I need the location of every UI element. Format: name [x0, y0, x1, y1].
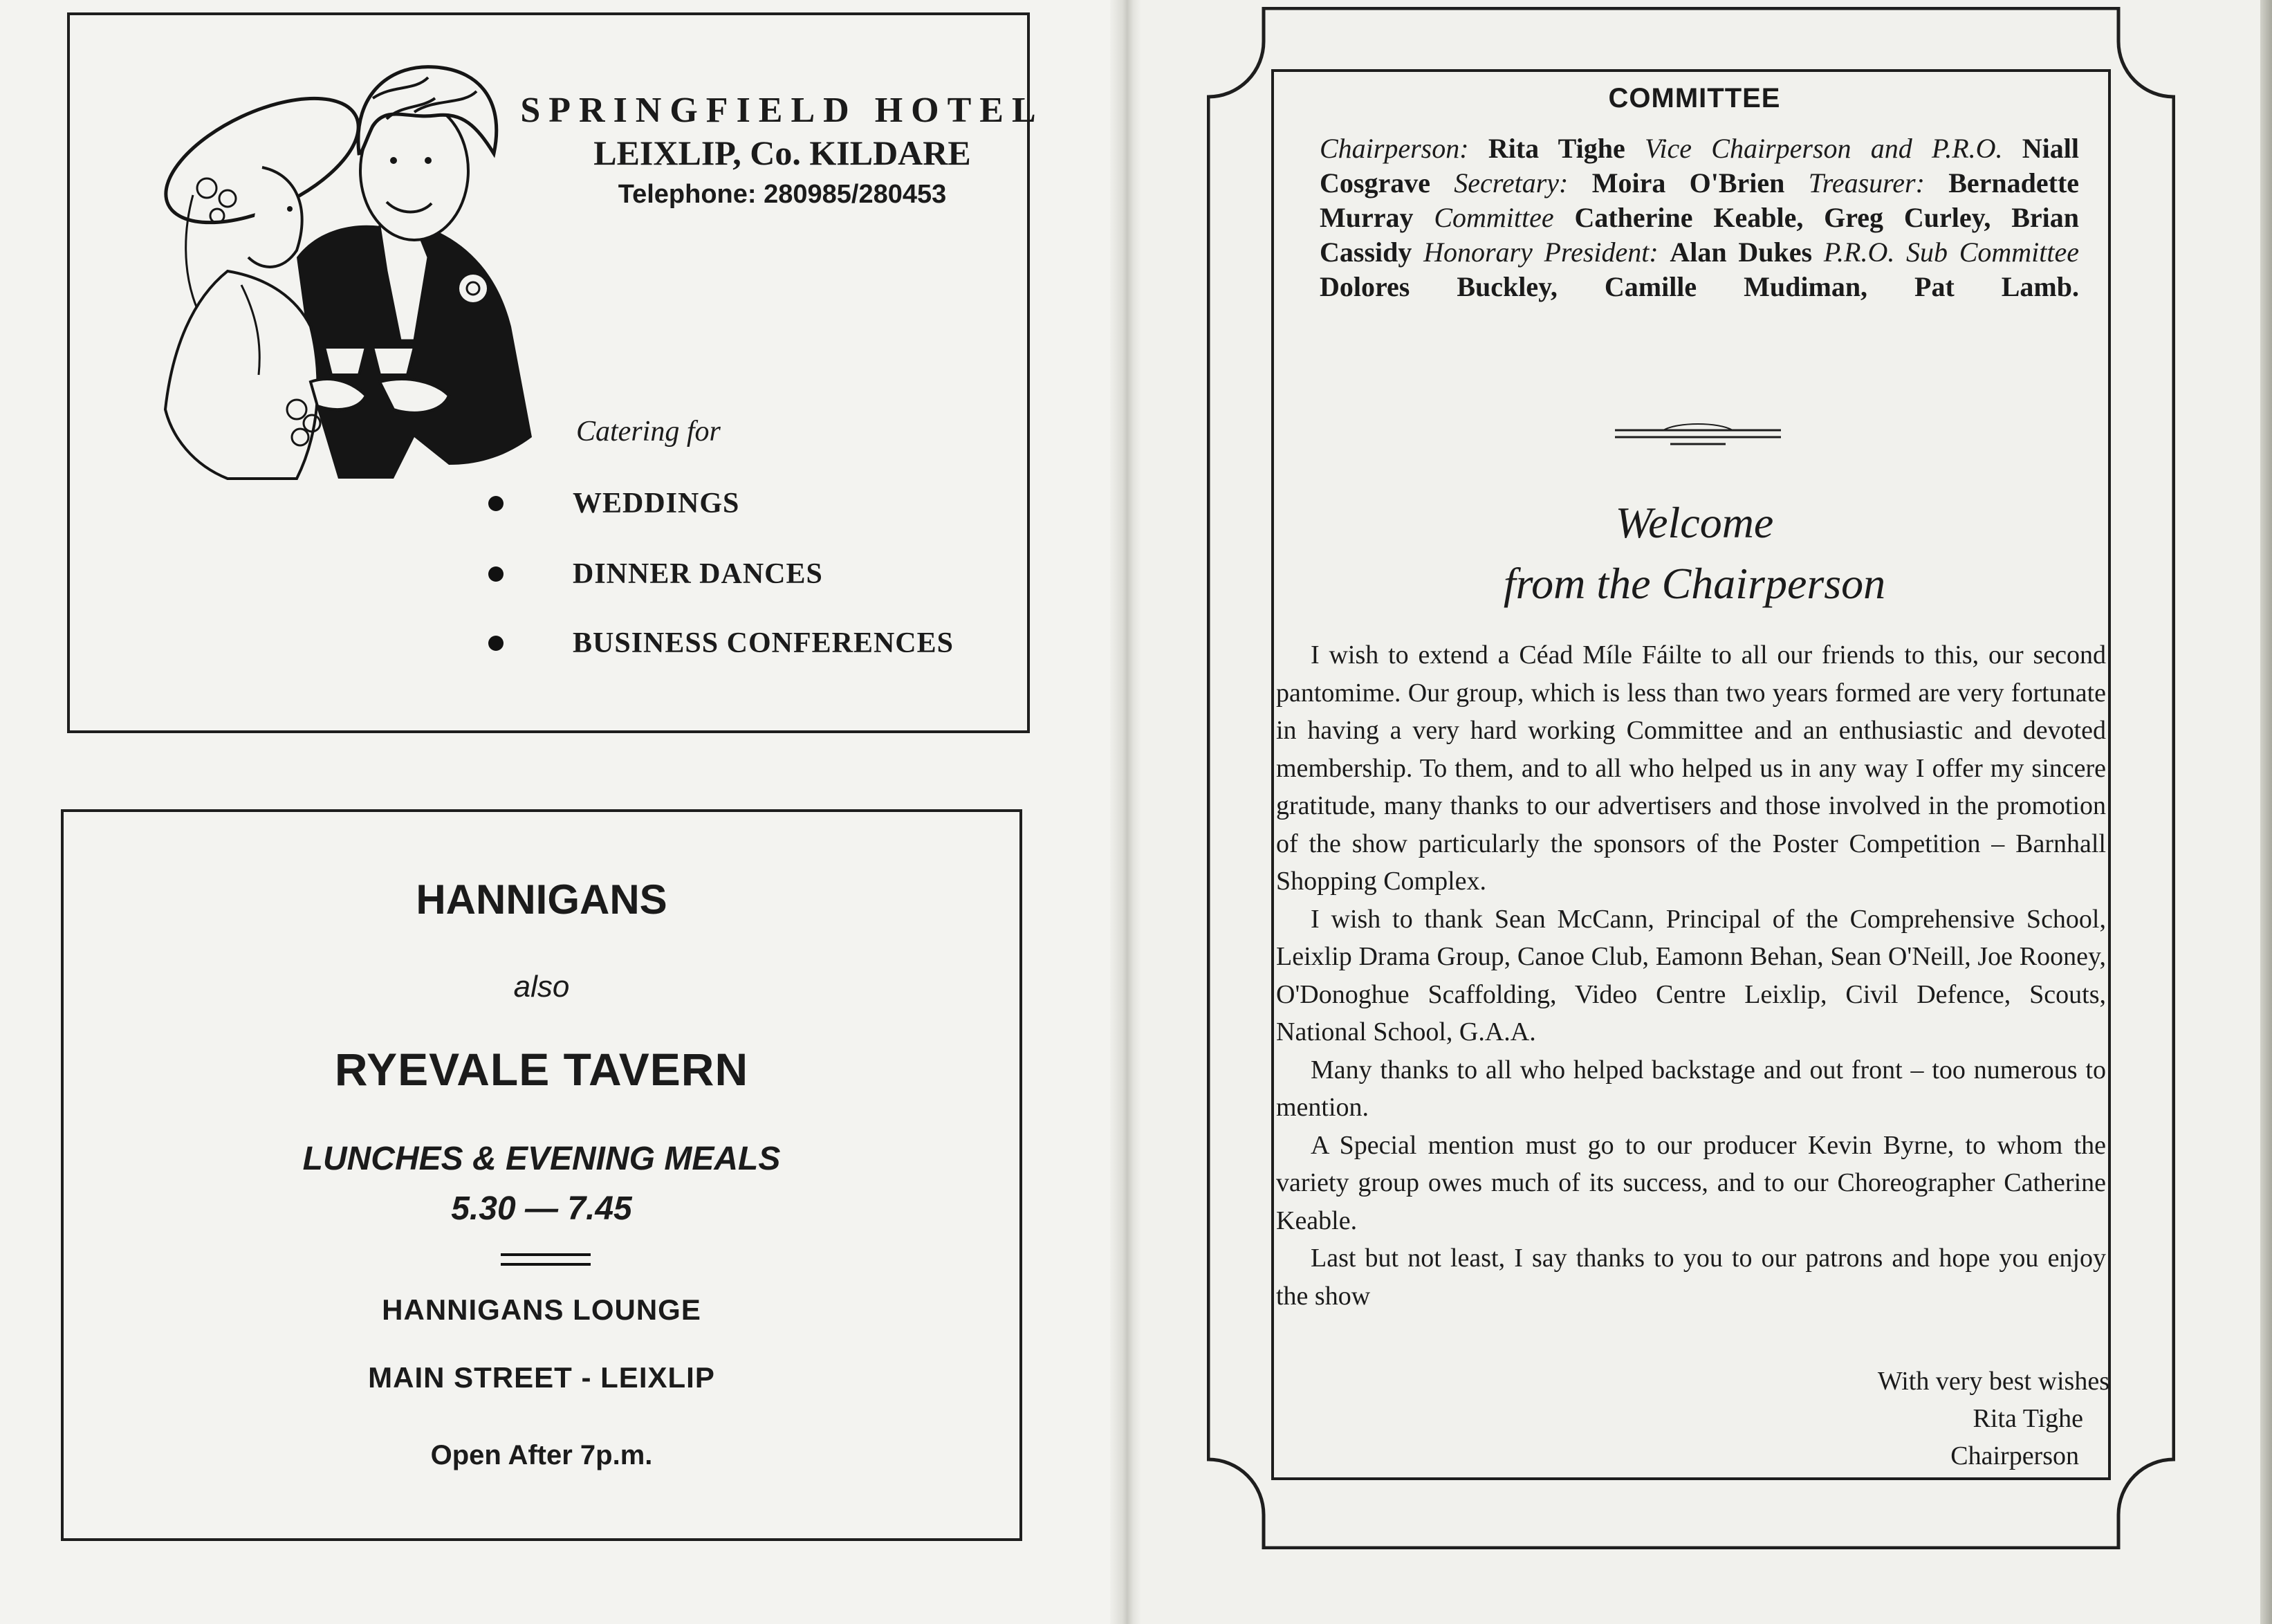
- treasurer-name: Bernadette Murray: [1320, 167, 2080, 233]
- committee-role: Committee: [1434, 202, 1554, 233]
- bullet-icon: [488, 636, 504, 651]
- welcome-title-line2: from the Chairperson: [1503, 559, 1886, 608]
- committee-list: [1320, 131, 2079, 304]
- letter-paragraph: Many thanks to all who helped backstage and out front – too numerous to mention.: [1276, 1055, 2106, 1122]
- pro-sub-names: Dolores Buckley, Camille Mudiman, Pat Lamb.: [1320, 271, 2079, 302]
- catering-label: Catering for: [576, 416, 721, 447]
- hannigans-title: HANNIGANS: [416, 876, 667, 923]
- service-label: BUSINESS CONFERENCES: [573, 627, 954, 659]
- secretary-name: Moira O'Brien: [1591, 167, 1785, 199]
- letter-paragraph: I wish to extend a Céad Míle Fáilte to all our friends to this, our second pantomime. Our group, which is less than two years formed are very fortunate in having a very hard working Committee and an enthusiastic and devoted membership. To them, and to all who helped us in any way I offer my sincere gratitude, many thanks to our advertisers and those involved in the promotion of the show particularly the sponsors of the Poster Competition – Barnhall Shopping Complex.: [1276, 640, 2106, 896]
- main-street-line: MAIN STREET - LEIXLIP: [368, 1361, 715, 1394]
- welcome-title: [1207, 492, 2182, 614]
- bullet-icon: [488, 566, 504, 582]
- hannigans-also: also: [513, 970, 570, 1004]
- ornament-divider: [1615, 423, 1781, 448]
- hotel-name: SPRINGFIELD HOTEL: [520, 91, 1044, 130]
- committee-heading: COMMITTEE: [1608, 83, 1781, 113]
- page-edge: [2260, 0, 2272, 1624]
- service-label: WEDDINGS: [573, 488, 740, 519]
- closing-line: With very best wishes: [1877, 1367, 2109, 1396]
- president-name: Alan Dukes: [1670, 237, 1813, 268]
- bullet-icon: [488, 496, 504, 511]
- ryevale-tavern-title: RYEVALE TAVERN: [334, 1044, 749, 1095]
- secretary-role: Secretary:: [1454, 167, 1569, 199]
- vice-role: Vice Chairperson and P.R.O.: [1644, 133, 2003, 164]
- treasurer-role: Treasurer:: [1808, 167, 1925, 199]
- signature-title: Chairperson: [1950, 1441, 2079, 1470]
- hotel-address: LEIXLIP, Co. KILDARE: [593, 133, 971, 172]
- pro-sub-role: P.R.O. Sub Committee: [1823, 237, 2080, 268]
- chair-name: Rita Tighe: [1488, 133, 1625, 164]
- hannigans-ad: [61, 809, 1022, 1541]
- committee-names: Catherine Keable, Greg Curley, Brian Cassidy: [1320, 202, 2079, 268]
- vice-name: Niall Cosgrave: [1320, 133, 2080, 199]
- opening-hours: Open After 7p.m.: [430, 1440, 653, 1470]
- divider-rule: [501, 1253, 591, 1266]
- welcome-title-line1: Welcome: [1615, 498, 1774, 547]
- letter-paragraph: A Special mention must go to our producer Kevin Byrne, to whom the variety group owes much of its success, and to our Choreographer Catherine Keable.: [1276, 1130, 2106, 1235]
- signature-name: Rita Tighe: [1973, 1404, 2083, 1433]
- hotel-phone: Telephone: 280985/280453: [618, 180, 947, 209]
- booklet-spine: [1110, 0, 1141, 1624]
- lounge-line: HANNIGANS LOUNGE: [382, 1293, 701, 1326]
- service-label: DINNER DANCES: [573, 558, 823, 590]
- lunches-line: LUNCHES & EVENING MEALS: [302, 1141, 781, 1177]
- chair-role: Chairperson:: [1320, 133, 1469, 164]
- welcome-letter: [1276, 636, 2106, 1315]
- letter-paragraph: Last but not least, I say thanks to you to our patrons and hope you enjoy the show: [1276, 1244, 2106, 1311]
- service-item: [488, 483, 739, 524]
- president-role: Honorary President:: [1423, 237, 1659, 268]
- sign-off: [1729, 1363, 2109, 1475]
- letter-paragraph: I wish to thank Sean McCann, Principal of the Comprehensive School, Leixlip Drama Group, Canoe Club, Eamonn Behan, Sean O'Neill, Joe Rooney, O'Donoghue Scaffolding, Video Centre Leixlip, Civil Defence, Scouts, National School, G.A.A.: [1276, 904, 2106, 1046]
- meal-times: 5.30 — 7.45: [451, 1190, 632, 1227]
- service-item: [488, 553, 823, 595]
- service-item: [488, 622, 954, 664]
- springfield-hotel-ad: [67, 12, 1044, 733]
